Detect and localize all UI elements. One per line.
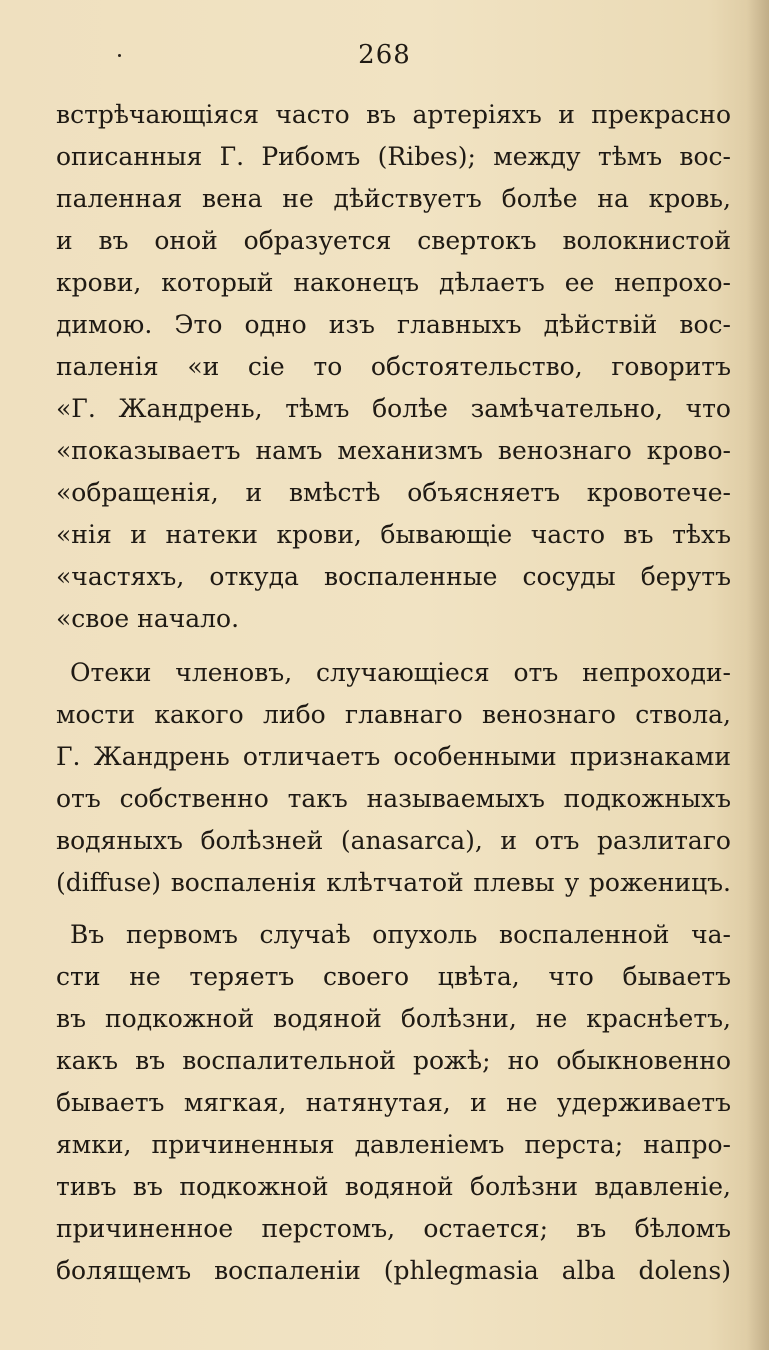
- text-line: водяныхъ болѣзней (anasarca), и отъ разлитаго: [56, 826, 731, 855]
- text-line: паленія «и сіе то обстоятельство, говоритъ: [56, 352, 731, 381]
- text-line: Г. Жандрень отличаетъ особенными признаками: [56, 742, 731, 771]
- text-line: (diffuse) воспаленія клѣтчатой плевы у роженицъ.: [56, 868, 731, 897]
- text-line: Отеки членовъ, случающіеся отъ непроходи-: [70, 658, 731, 687]
- text-line: «свое начало.: [56, 604, 240, 633]
- text-line: сти не теряетъ своего цвѣта, что бываетъ: [56, 962, 731, 991]
- text-line: въ подкожной водяной болѣзни, не краснѣетъ,: [56, 1004, 731, 1033]
- text-line: тивъ въ подкожной водяной болѣзни вдавленіе,: [56, 1172, 731, 1201]
- text-line: ямки, причиненныя давленіемъ перста; напро-: [56, 1130, 731, 1159]
- text-line: «Г. Жандрень, тѣмъ болѣе замѣчательно, что: [56, 394, 731, 423]
- text-line: мости какого либо главнаго венознаго ствола,: [56, 700, 731, 729]
- text-line: и въ оной образуется свертокъ волокнистой: [56, 226, 731, 255]
- text-line: «показываетъ намъ механизмъ венознаго крово-: [56, 436, 731, 465]
- text-line: «нія и натеки крови, бывающіе часто въ тѣхъ: [56, 520, 731, 549]
- text-line: бываетъ мягкая, натянутая, и не удерживаетъ: [56, 1088, 731, 1117]
- text-line: встрѣчающіяся часто въ артеріяхъ и прекрасно: [56, 100, 731, 129]
- page-number: 268: [358, 40, 411, 70]
- text-line: «частяхъ, откуда воспаленные сосуды берутъ: [56, 562, 731, 591]
- text-line: димою. Это одно изъ главныхъ дѣйствій вос-: [56, 310, 731, 339]
- text-line: отъ собственно такъ называемыхъ подкожныхъ: [56, 784, 731, 813]
- text-line: описанныя Г. Рибомъ (Ribes); между тѣмъ вос-: [56, 142, 731, 171]
- text-line: паленная вена не дѣйствуетъ болѣе на кровь,: [56, 184, 731, 213]
- page-edge-shadow: [747, 0, 769, 1350]
- text-line: какъ въ воспалительной рожѣ; но обыкновенно: [56, 1046, 731, 1075]
- text-line: «обращенія, и вмѣстѣ объясняетъ кровотече-: [56, 478, 731, 507]
- text-line: крови, который наконецъ дѣлаетъ ее непрохо-: [56, 268, 731, 297]
- text-line: болящемъ воспаленіи (phlegmasia alba dolens): [56, 1256, 731, 1285]
- text-line: причиненное перстомъ, остается; въ бѣломъ: [56, 1214, 731, 1243]
- text-line: Въ первомъ случаѣ опухоль воспаленной ча-: [70, 920, 731, 949]
